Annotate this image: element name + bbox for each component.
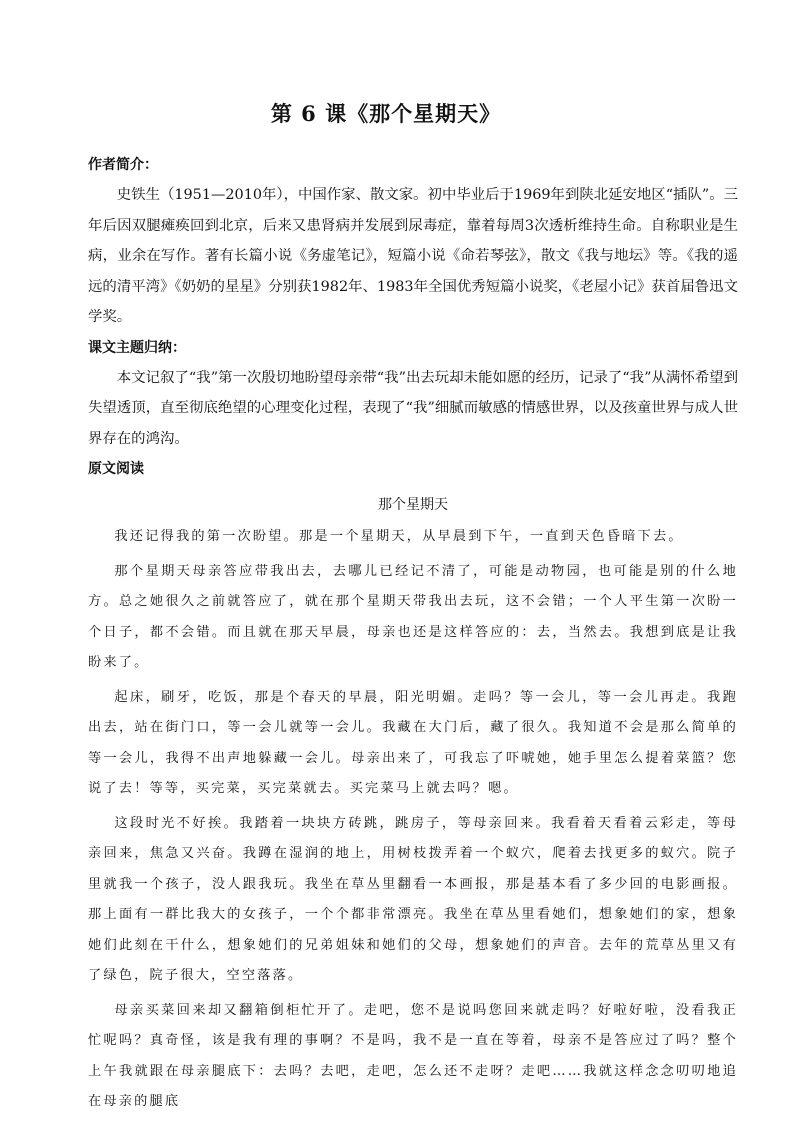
author-intro-heading: 作者简介：	[88, 157, 158, 173]
story-paragraph: 我还记得我的第一次盼望。那是一个星期天，从早晨到下午，一直到天色昏暗下去。	[114, 529, 684, 544]
story-paragraph: 那个星期天母亲答应带我出去，去哪儿已经记不清了，可能是动物园，也可能是别的什么地方。总之她很久之前就答应了，就在那个星期天带我出去玩，这不会错；一个人平生第一次盼一个日子，都不会错。而且就在那天早晨，母亲也还是这样答应的：去，当然去。我想到底是让我盼来了。	[88, 563, 738, 670]
original-reading-heading: 原文阅读	[88, 461, 144, 477]
theme-summary-heading: 课文主题归纳：	[88, 339, 186, 356]
theme-summary-paragraph: 本文记叙了“我”第一次殷切地盼望母亲带“我”出去玩却未能如愿的经历，记录了“我”从满怀希望到失望透顶，直至彻底绝望的心理变化过程，表现了“我”细腻而敏感的情感世界，以及孩童世界与成人世界存在的鸿沟。	[88, 369, 738, 447]
story-paragraph: 这段时光不好挨。我踏着一块块方砖跳，跳房子，等母亲回来。我看着天看着云彩走，等母亲回来，焦急又兴奋。我蹲在湿润的地上，用树枝拨弄着一个蚁穴，爬着去找更多的蚁穴。院子里就我一个孩子，没人跟我玩。我坐在草丛里翻看一本画报，那是基本看了多少回的电影画报。那上面有一群比我大的女孩子，一个个都非常漂亮。我坐在草丛里看她们，想象她们的家，想象她们此刻在干什么，想象她们的兄弟姐妹和她们的父母，想象她们的声音。去年的荒草丛里又有了绿色，院子很大，空空落落。	[88, 815, 738, 983]
author-intro-paragraph: 史铁生（1951—2010年），中国作家、散文家。初中毕业后于1969年到陕北延安地区“插队”。三年后因双腿瘫痪回到北京，后来又患肾病并发展到尿毒症，靠着每周3次透析维持生命。自称职业是生病，业余在写作。著有长篇小说《务虚笔记》，短篇小说《命若琴弦》，散文《我与地坛》等。《我的遥远的清平湾》《奶奶的星星》分别获1982年、1983年全国优秀短篇小说奖，《老屋小记》获首届鲁迅文学奖。	[88, 187, 738, 325]
document-body	[88, 150, 738, 1122]
story-title: 那个星期天	[378, 497, 448, 513]
story-paragraph: 起床，刷牙，吃饭，那是个春天的早晨，阳光明媚。走吗？等一会儿，等一会儿再走。我跑出去，站在街门口，等一会儿就等一会儿。我藏在大门后，藏了很久。我知道不会是那么简单的等一会儿，我得不出声地躲藏一会儿。母亲出来了，可我忘了吓唬她，她手里怎么提着菜篮？您说了去！等等，买完菜，买完菜就去。买完菜马上就去吗？嗯。	[88, 689, 738, 796]
story-paragraph: 母亲买菜回来却又翻箱倒柜忙开了。走吧，您不是说吗您回来就走吗？好啦好啦，没看我正忙呢吗？真奇怪，该是我有理的事啊？不是吗，我不是一直在等着，母亲不是答应过了吗？整个上午我就跟在母亲腿底下：去吗？去吧，走吧，怎么还不走呀？走吧……我就这样念念叨叨地追在母亲的腿底	[88, 1002, 738, 1109]
page-title: 第 6 课《那个星期天》	[270, 101, 502, 126]
